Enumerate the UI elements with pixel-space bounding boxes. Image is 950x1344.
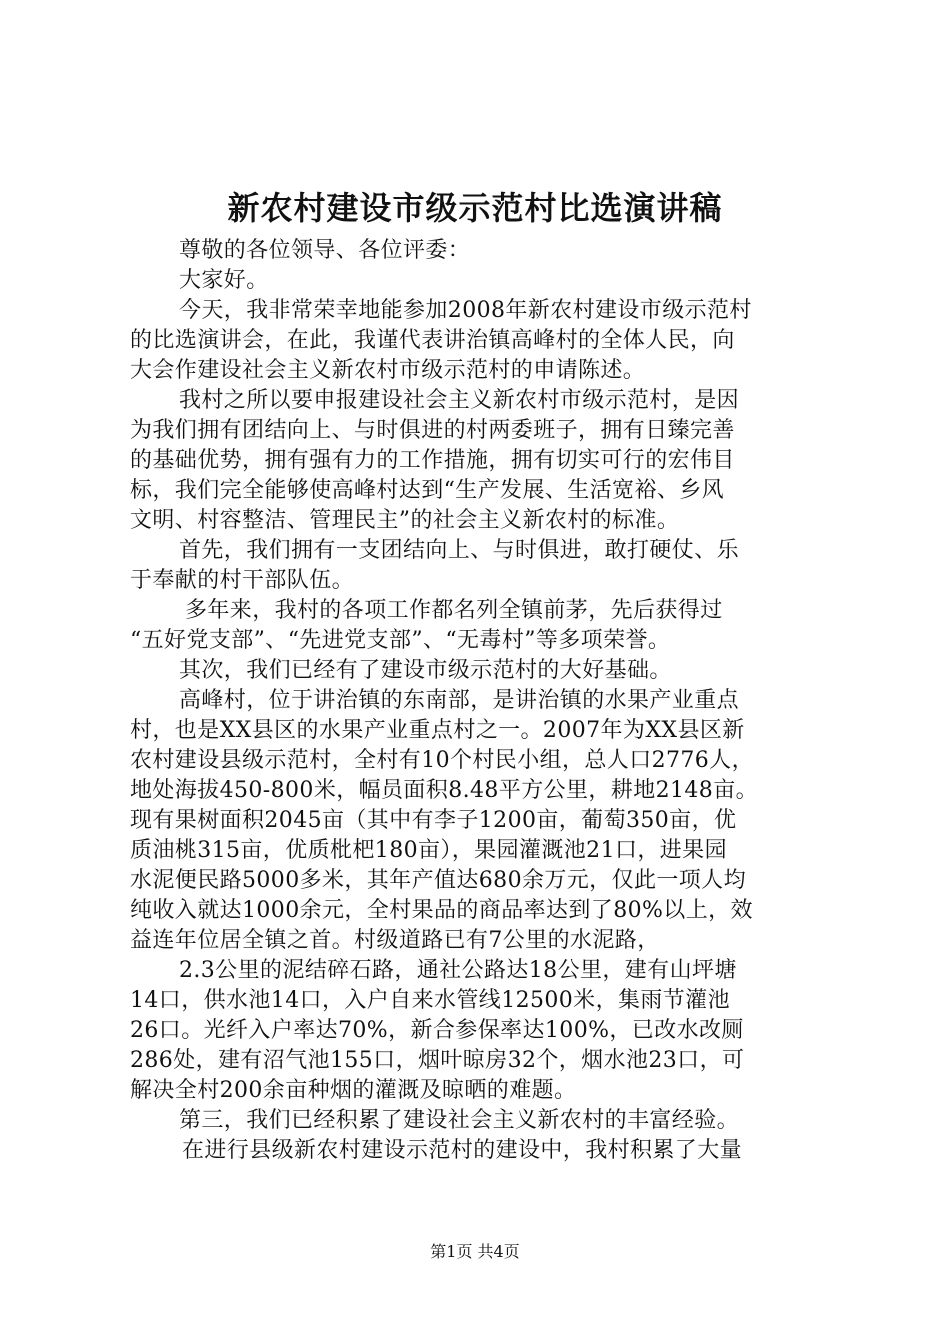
page-indicator: 第1页 共4页: [430, 1242, 520, 1261]
paragraph-line: 质油桃315亩，优质枇杷180亩），果园灌溉池21口，进果园: [130, 838, 727, 863]
paragraph-line: 村，也是XX县区的水果产业重点村之一。2007年为XX县区新: [130, 718, 745, 743]
paragraph-line: 高峰村，位于讲治镇的东南部，是讲治镇的水果产业重点: [179, 688, 740, 713]
paragraph-line: “五好党支部”、“先进党支部”、“无毒村”等多项荣誉。: [130, 628, 671, 653]
paragraph-line: 文明、村容整洁、管理民主”的社会主义新农村的标准。: [130, 508, 680, 533]
paragraph-line: 地处海拔450-800米，幅员面积8.48平方公里，耕地2148亩。: [130, 778, 758, 803]
paragraph-line: 农村建设县级示范村，全村有10个村民小组，总人口2776人，: [130, 748, 754, 773]
paragraph-line: 在进行县级新农村建设示范村的建设中，我村积累了大量: [182, 1138, 743, 1163]
paragraph-line: 水泥便民路5000多米，其年产值达680余万元，仅此一项人均: [130, 868, 746, 893]
paragraph-line: 今天，我非常荣幸地能参加2008年新农村建设市级示范村: [179, 298, 752, 323]
paragraph-line: 标，我们完全能够使高峰村达到“生产发展、生活宽裕、乡风: [130, 478, 725, 503]
paragraph-line: 现有果树面积2045亩（其中有李子1200亩，葡萄350亩，优: [130, 808, 737, 833]
paragraph-line: 多年来，我村的各项工作都名列全镇前茅，先后获得过: [185, 598, 723, 623]
paragraph-line: 我村之所以要申报建设社会主义新农村市级示范村，是因: [179, 388, 740, 413]
paragraph-line: 为我们拥有团结向上、与时俱进的村两委班子，拥有日臻完善: [130, 418, 735, 443]
salutation-line: 尊敬的各位领导、各位评委：: [179, 238, 471, 263]
paragraph-line: 的比选演讲会，在此，我谨代表讲治镇高峰村的全体人民，向: [130, 328, 735, 353]
paragraph-line: 大会作建设社会主义新农村市级示范村的申请陈述。: [130, 358, 646, 383]
paragraph-line: 其次，我们已经有了建设市级示范村的大好基础。: [179, 658, 672, 683]
paragraph-line: 14口，供水池14口，入户自来水管线12500米，集雨节灌池: [130, 988, 730, 1013]
paragraph-line: 26口。光纤入户率达70%，新合参保率达100%，已改水改厕: [130, 1018, 744, 1043]
paragraph-line: 益连年位居全镇之首。村级道路已有7公里的水泥路，: [130, 928, 660, 953]
paragraph-line: 首先，我们拥有一支团结向上、与时俱进，敢打硬仗、乐: [179, 538, 740, 563]
paragraph-line: 解决全村200余亩种烟的灌溉及晾晒的难题。: [130, 1078, 577, 1103]
paragraph-line: 纯收入就达1000余元，全村果品的商品率达到了80%以上，效: [130, 898, 753, 923]
paragraph-line: 第三，我们已经积累了建设社会主义新农村的丰富经验。: [179, 1108, 740, 1133]
paragraph-line: 2.3公里的泥结碎石路，通社公路达18公里，建有山坪塘: [179, 958, 737, 983]
paragraph-line: 于奉献的村干部队伍。: [130, 568, 355, 593]
greeting-line: 大家好。: [179, 268, 269, 293]
document-title: 新农村建设市级示范村比选演讲稿: [227, 189, 723, 227]
document-body: [130, 236, 830, 1166]
paragraph-line: 的基础优势，拥有强有力的工作措施，拥有切实可行的宏伟目: [130, 448, 735, 473]
paragraph-line: 286处，建有沼气池155口，烟叶晾房32个，烟水池23口，可: [130, 1048, 745, 1073]
